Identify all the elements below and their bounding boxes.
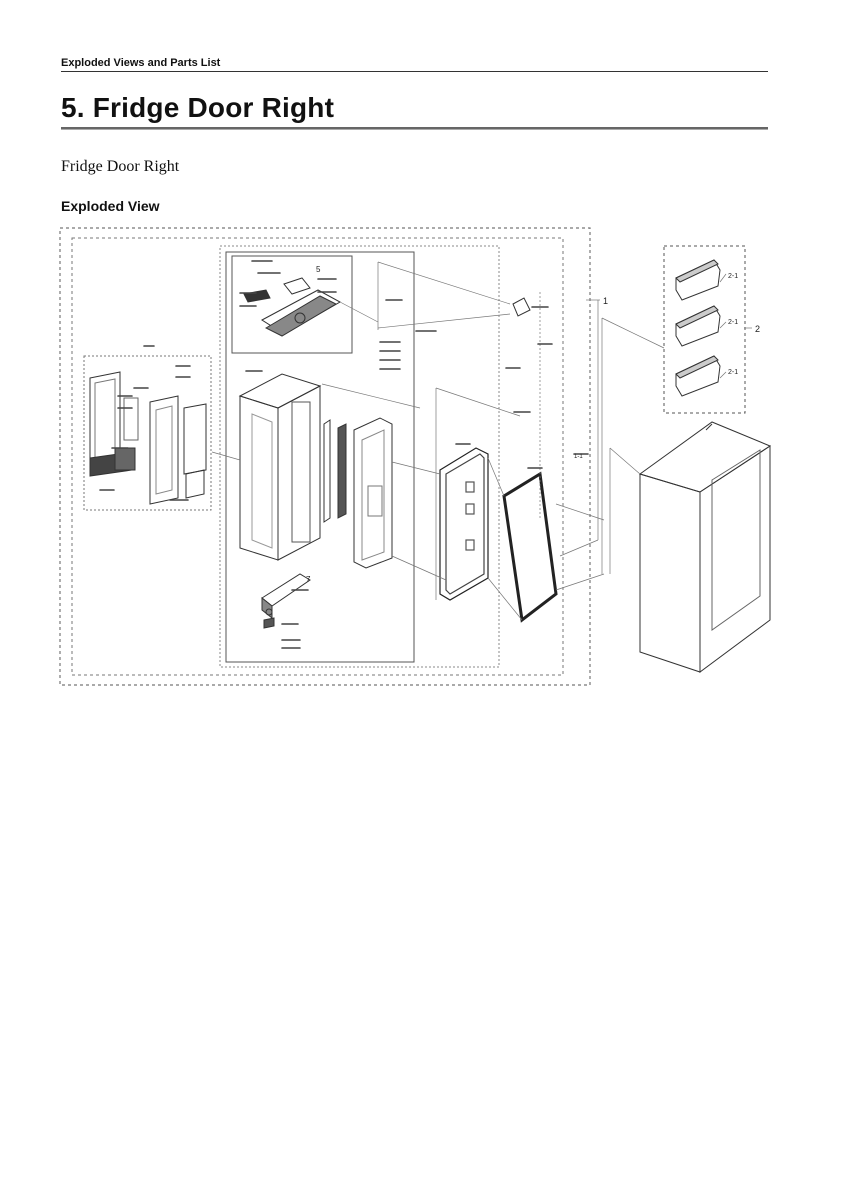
callout-bin-3: 2-1 — [728, 369, 739, 376]
section-heading: Exploded View — [61, 198, 160, 214]
header-label: Exploded Views and Parts List — [61, 57, 221, 69]
callout-door-1-1: 1-1 — [574, 454, 583, 460]
vertical-strips — [324, 420, 346, 522]
fridge-cabinet — [640, 422, 770, 672]
callout-assembly-1: 1 — [603, 296, 609, 306]
door-liner — [240, 374, 320, 560]
left-panel-assembly — [90, 372, 206, 504]
door-outer-frame — [440, 448, 488, 600]
door-gasket — [504, 474, 556, 620]
callout-assembly-2: 2 — [755, 324, 761, 334]
page-title: 5. Fridge Door Right — [61, 92, 335, 123]
inner-door-panel — [354, 418, 392, 568]
left-subassembly-frame — [84, 356, 211, 510]
outer-assembly-frame — [60, 228, 590, 685]
callout-bin-2: 2-1 — [728, 319, 739, 326]
page-subtitle: Fridge Door Right — [61, 158, 180, 175]
top-subassembly-parts — [244, 278, 340, 336]
callout-sub-5: 5 — [316, 265, 321, 274]
callout-bin-1: 2-1 — [728, 273, 739, 280]
door-bins — [676, 260, 720, 396]
callout-sub-7: 7 — [306, 575, 311, 584]
